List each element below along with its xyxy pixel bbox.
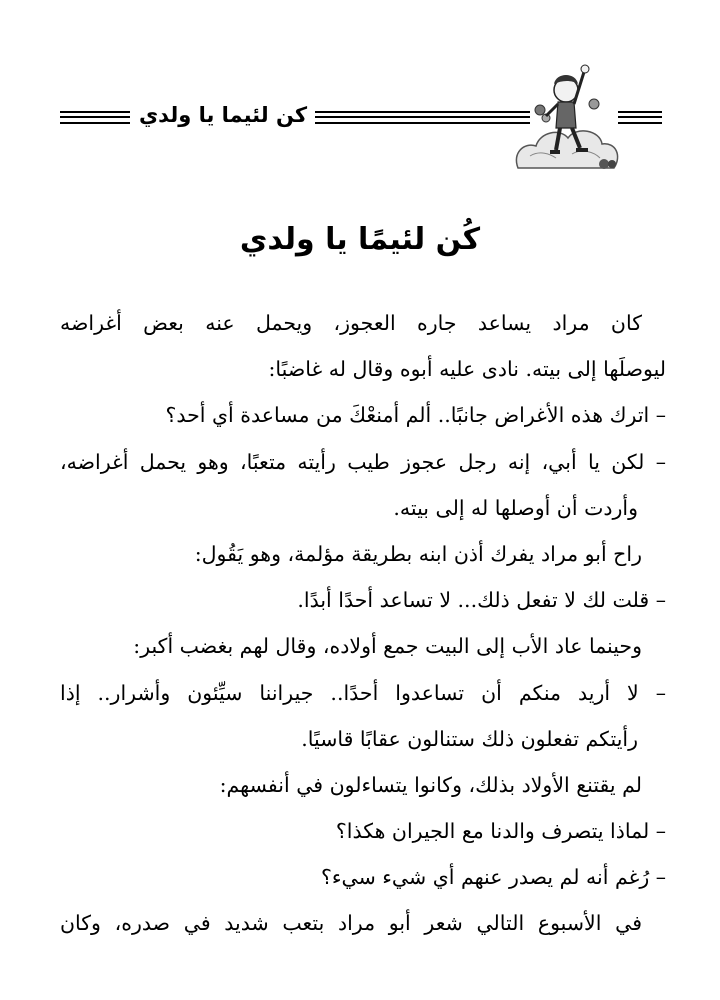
paragraph-line: وحينما عاد الأب إلى البيت جمع أولاده، وقال لهم بغضب أكبر: (133, 634, 642, 659)
story-title: كُن لئيمًا يا ولدي (239, 222, 481, 257)
dialogue-line: – لكن يا أبي، إنه رجل عجوز طيب رأيته متعبًا، وهو يحمل أغراضه، (60, 449, 666, 474)
decorative-rule-middle (315, 111, 530, 124)
story-body (60, 300, 666, 947)
dialogue-continuation-line: رأيتكم تفعلون ذلك ستنالون عقابًا قاسيًا. (301, 726, 638, 751)
paragraph-line: كان مراد يساعد جاره العجوز، ويحمل عنه بعض أغراضه (60, 311, 642, 335)
decorative-rule-right (618, 111, 662, 124)
page-header (40, 58, 670, 178)
dialogue-line: – قلت لك لا تفعل ذلك... لا تساعد أحدًا أبدًا. (297, 588, 666, 613)
dialogue-line: – لا أريد منكم أن تساعدوا أحدًا.. جيراننا سيِّئون وأشرار.. إذا (60, 680, 666, 705)
paragraph-line: في الأسبوع التالي شعر أبو مراد بتعب شديد في صدره، وكان (60, 911, 642, 936)
dialogue-line: – لماذا يتصرف والدنا مع الجيران هكذا؟ (335, 819, 666, 844)
boy-on-cloud-illustration (510, 58, 622, 173)
dialogue-continuation-line: وأردت أن أوصلها له إلى بيته. (393, 495, 638, 520)
running-title: كن لئيما يا ولدي (138, 103, 308, 127)
paragraph-line: ليوصلَها إلى بيته. نادى عليه أبوه وقال له غاضبًا: (268, 357, 666, 382)
decorative-rule-left (60, 111, 130, 124)
dialogue-line: – اترك هذه الأغراض جانبًا.. ألم أمنعْكَ من مساعدة أي أحد؟ (165, 403, 666, 428)
paragraph-line: راح أبو مراد يفرك أذن ابنه بطريقة مؤلمة، وهو يَقُول: (194, 541, 642, 566)
dialogue-line: – رُغم أنه لم يصدر عنهم أي شيء سيء؟ (320, 865, 666, 890)
paragraph-line: لم يقتنع الأولاد بذلك، وكانوا يتساءلون في أنفسهم: (219, 772, 642, 797)
